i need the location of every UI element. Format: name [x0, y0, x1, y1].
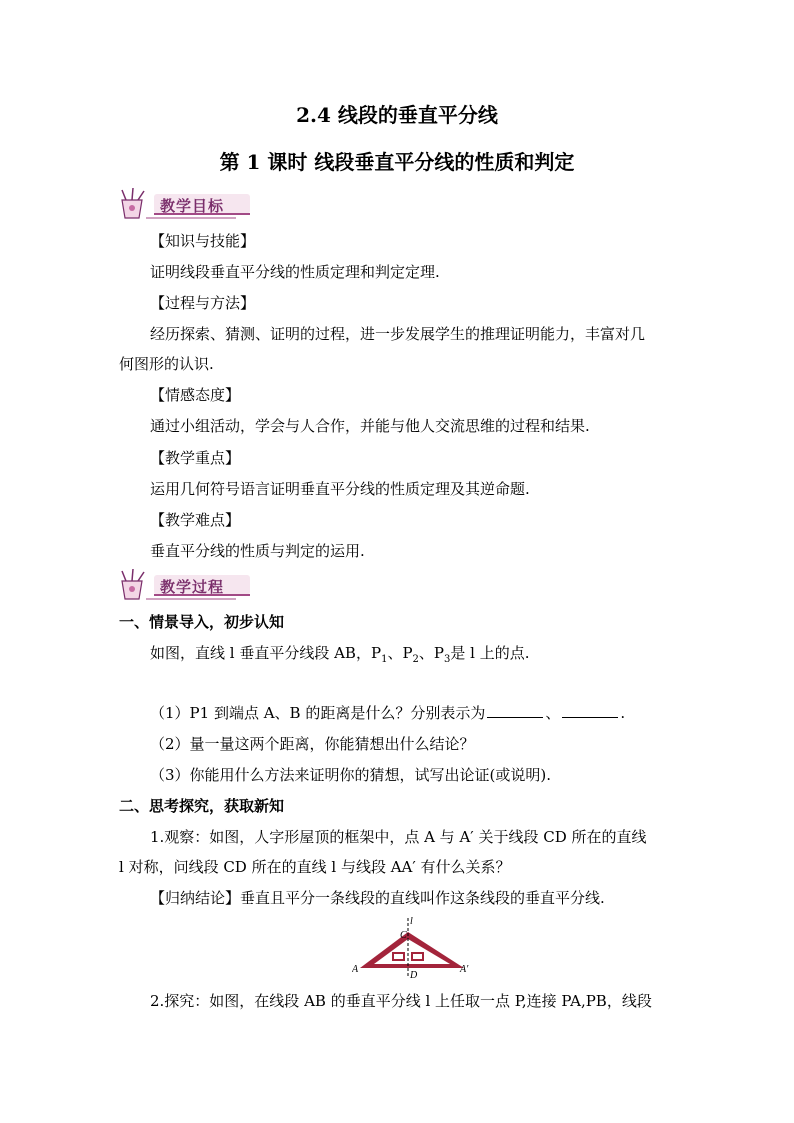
intro-sep-1: 、P — [387, 644, 413, 662]
observe-text-1: 1.观察：如图，人字形屋顶的框架中，点 A 与 A′ 关于线段 CD 所在的直线 — [150, 828, 647, 846]
difficulty-label: 【教学难点】 — [150, 511, 241, 529]
goals-badge — [116, 188, 256, 220]
label-d: D — [410, 970, 418, 980]
key-text: 运用几何符号语言证明垂直平分线的性质定理及其逆命题. — [150, 480, 530, 498]
roof-frame-figure — [352, 914, 472, 980]
intro-sub-3: 3 — [444, 654, 451, 665]
intro-prefix: 如图，直线 l 垂直平分线段 AB，P — [150, 644, 382, 662]
intro-text — [150, 643, 529, 670]
method-text-2: 何图形的认识. — [119, 355, 214, 373]
section-1-heading: 一、情景导入，初步认知 — [119, 613, 285, 631]
key-label: 【教学重点】 — [150, 449, 241, 467]
question-2: （2）量一量这两个距离，你能猜想出什么结论？ — [150, 735, 475, 753]
conclusion-text: 【归纳结论】垂直且平分一条线段的直线叫作这条线段的垂直平分线. — [150, 889, 605, 907]
label-l: l — [410, 916, 413, 927]
answer-blank-1[interactable] — [487, 703, 543, 718]
answer-blank-2[interactable] — [562, 703, 618, 718]
question-1-end: . — [620, 704, 626, 722]
label-a-prime: A′ — [460, 964, 469, 975]
observe-text-2: l 对称，问线段 CD 所在的直线 l 与线段 AA′ 有什么关系？ — [119, 858, 511, 876]
label-c: C — [400, 930, 407, 941]
explore-text: 2.探究：如图，在线段 AB 的垂直平分线 l 上任取一点 P,连接 PA,PB，线段 — [150, 992, 652, 1010]
process-badge-label: 教学过程 — [160, 578, 225, 596]
question-1-text: （1）P1 到端点 A、B 的距离是什么？分别表示为 — [150, 704, 486, 722]
page-subtitle: 第 1 课时 线段垂直平分线的性质和判定 — [219, 150, 575, 174]
question-3: （3）你能用什么方法来证明你的猜想，试写出论证(或说明). — [150, 766, 552, 784]
page-title: 2.4 线段的垂直平分线 — [296, 103, 498, 127]
goals-badge-label: 教学目标 — [160, 197, 225, 215]
attitude-text: 通过小组活动，学会与人合作，并能与他人交流思维的过程和结果. — [150, 417, 590, 435]
process-badge — [116, 569, 256, 601]
knowledge-label: 【知识与技能】 — [150, 232, 256, 250]
question-1 — [150, 703, 625, 723]
difficulty-text: 垂直平分线的性质与判定的运用. — [150, 542, 365, 560]
section-2-heading: 二、思考探究，获取新知 — [119, 797, 285, 815]
intro-suffix: 是 l 上的点. — [450, 644, 530, 662]
label-a: A — [352, 964, 359, 975]
method-label: 【过程与方法】 — [150, 294, 256, 312]
intro-sub-2: 2 — [412, 654, 419, 665]
intro-sep-2: 、P — [418, 644, 444, 662]
attitude-label: 【情感态度】 — [150, 386, 241, 404]
question-1-separator: 、 — [545, 704, 561, 722]
intro-sub-1: 1 — [381, 654, 388, 665]
knowledge-text: 证明线段垂直平分线的性质定理和判定定理. — [150, 263, 440, 281]
method-text-1: 经历探索、猜测、证明的过程，进一步发展学生的推理证明能力，丰富对几 — [150, 325, 646, 343]
